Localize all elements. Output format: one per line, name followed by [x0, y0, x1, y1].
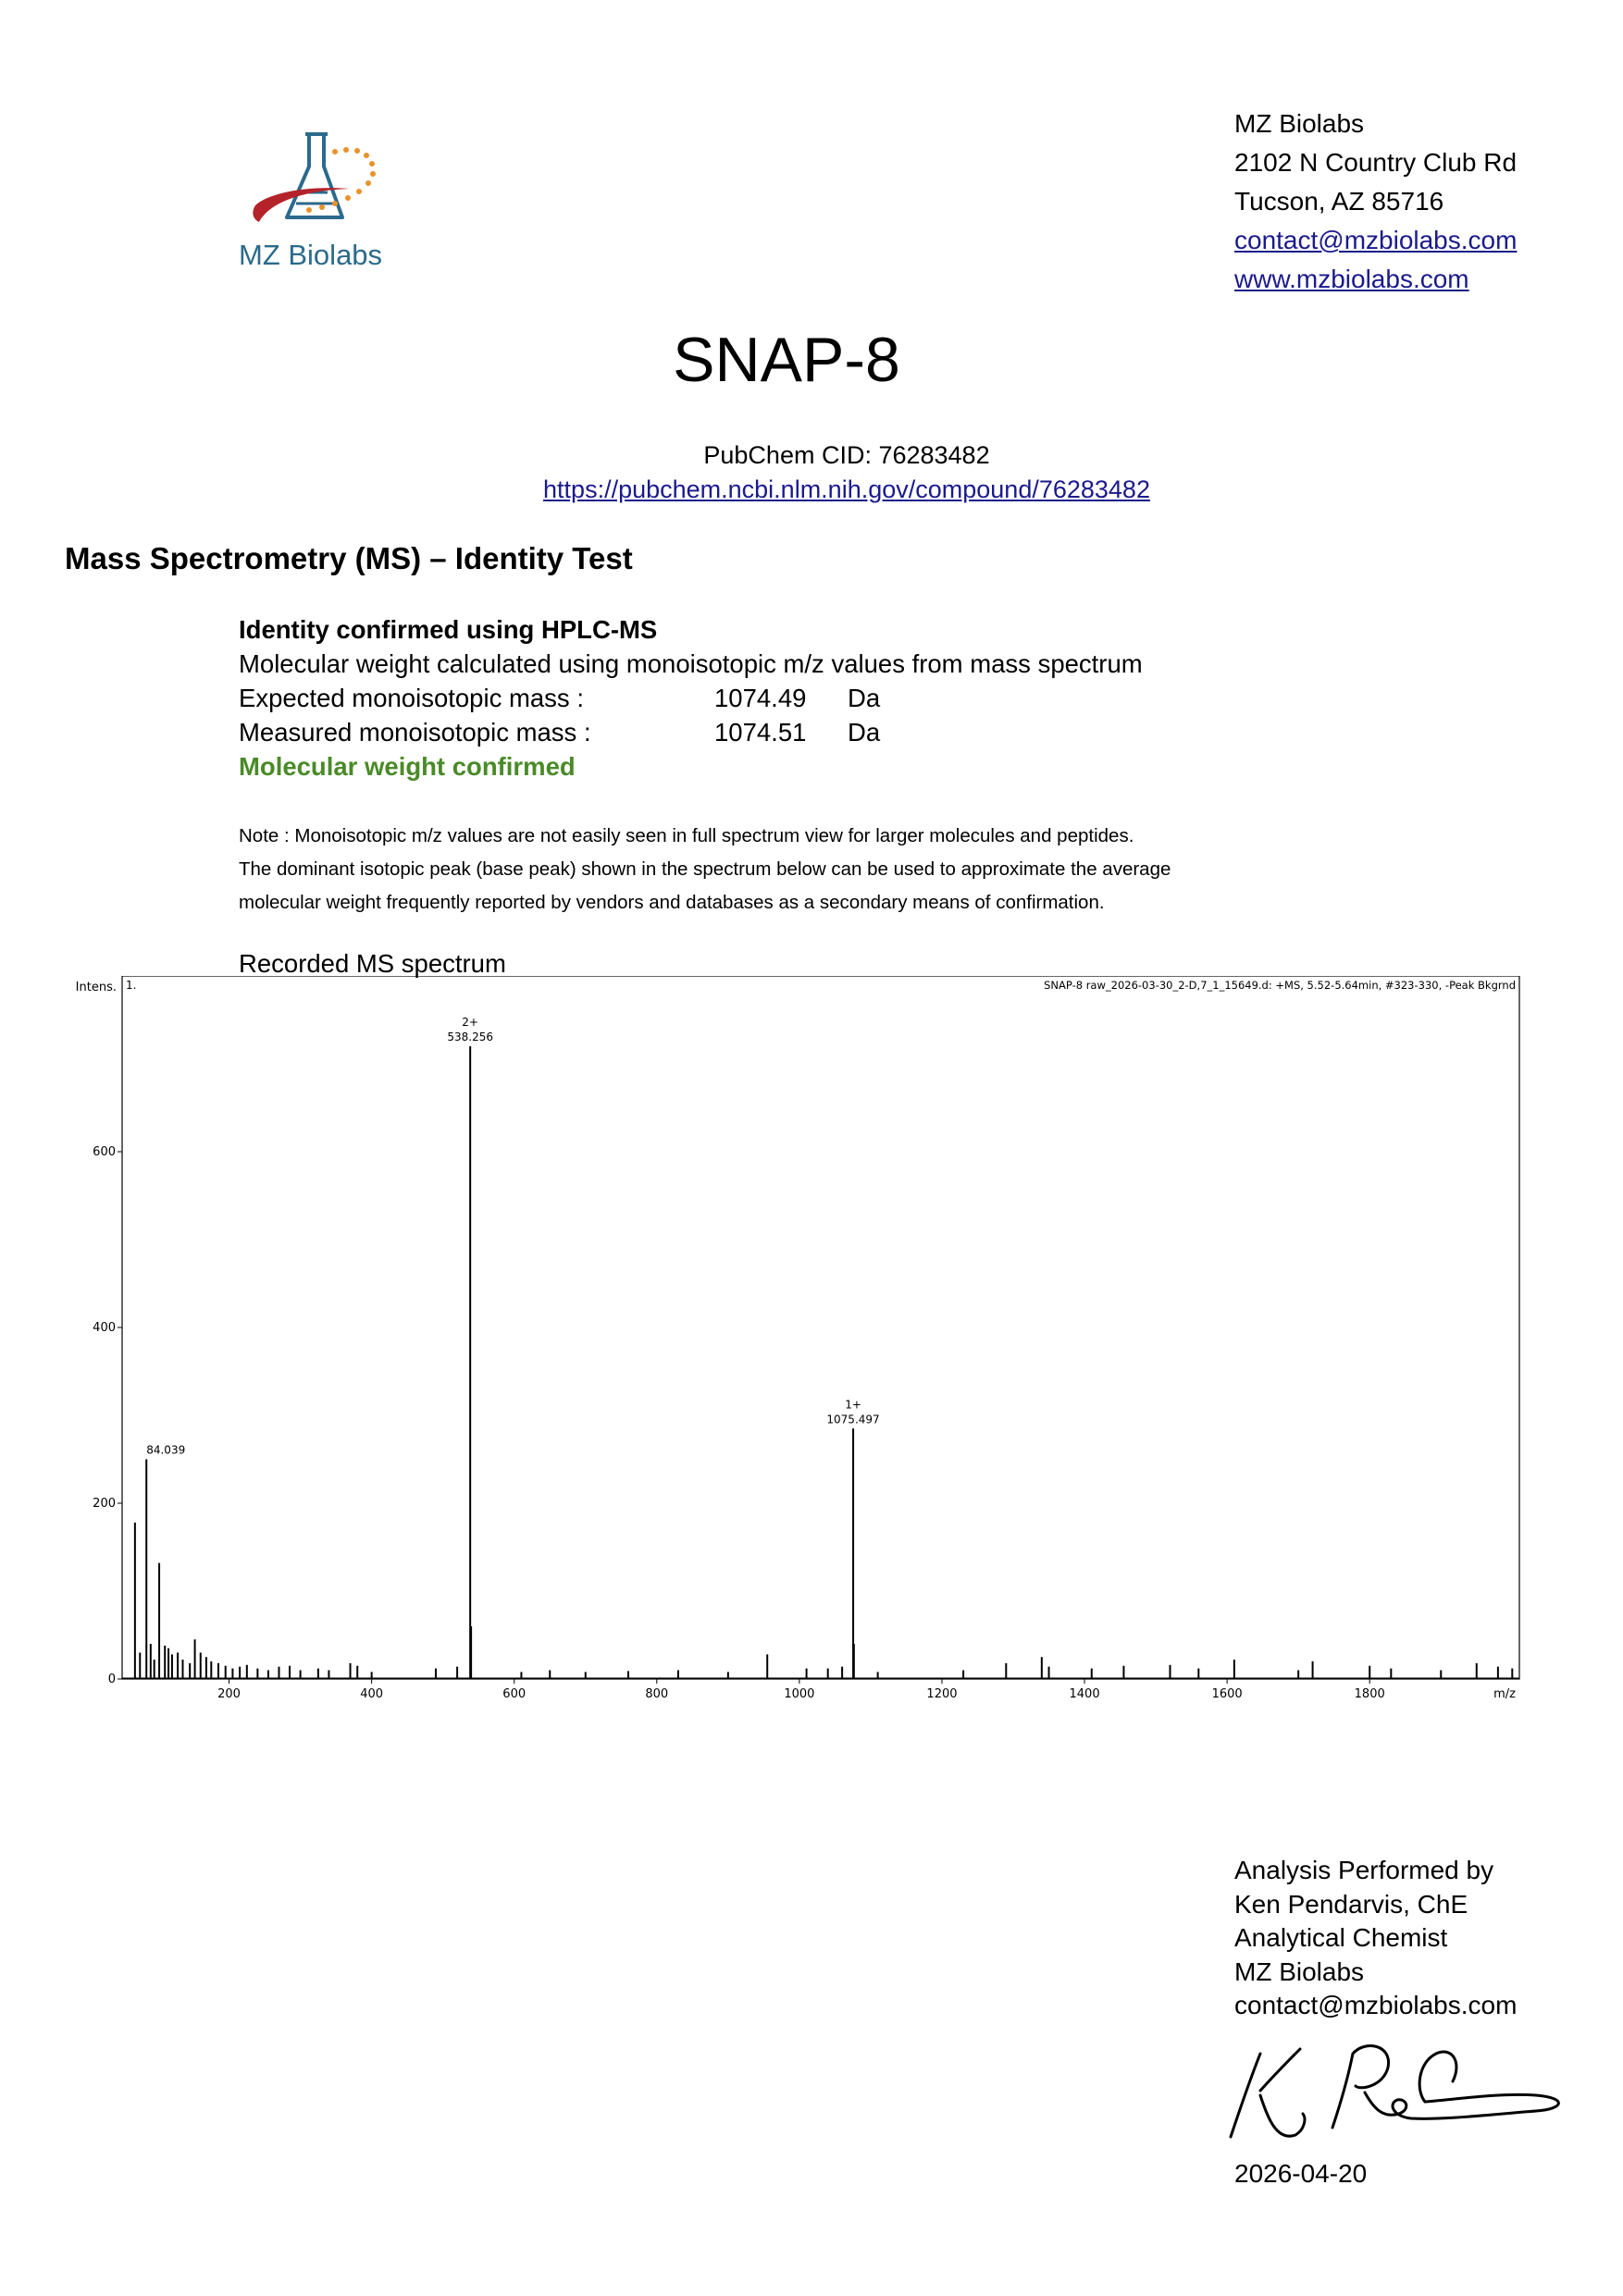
- x-tick-label: 1800: [1354, 1687, 1385, 1701]
- signature-block: [1234, 1854, 1517, 2023]
- pubchem-info: [0, 438, 1623, 507]
- plot-frame: [122, 976, 1519, 1679]
- expected-label: Expected monoisotopic mass :: [239, 684, 584, 712]
- panel-label: 1.: [126, 979, 137, 992]
- measured-mass-row: [239, 715, 1143, 749]
- y-tick-label: 200: [93, 1497, 116, 1511]
- measured-label: Measured monoisotopic mass :: [239, 718, 591, 747]
- ms-spectrum-chart: [65, 976, 1527, 1716]
- x-tick-label: 200: [217, 1687, 241, 1701]
- pubchem-link[interactable]: https://pubchem.ncbi.nlm.nih.gov/compound/76283482: [543, 475, 1150, 503]
- y-tick-label: 400: [93, 1321, 116, 1335]
- address-line: 2102 N Country Club Rd: [1234, 148, 1518, 177]
- note-line: Note : Monoisotopic m/z values are not easily seen in full spectrum view for larger molecules and peptides.: [239, 825, 1134, 846]
- spectrum-caption: Recorded MS spectrum: [239, 949, 506, 978]
- peak-label-mz: 84.039: [146, 1443, 186, 1457]
- expected-mass-row: [239, 681, 1143, 715]
- signature-line: Analytical Chemist: [1234, 1923, 1448, 1952]
- x-axis-label: m/z: [1493, 1687, 1516, 1701]
- peak-label-charge: 2+: [462, 1016, 479, 1029]
- peak-label-mz: 1075.497: [826, 1413, 880, 1426]
- method-line: Molecular weight calculated using monoisotopic m/z values from mass spectrum: [239, 649, 1143, 678]
- signature-line: MZ Biolabs: [1234, 1957, 1365, 1986]
- peak-label-mz: 538.256: [447, 1031, 493, 1043]
- x-tick-label: 600: [502, 1687, 527, 1701]
- note-line: The dominant isotopic peak (base peak) shown in the spectrum below can be used to approximate the average: [239, 858, 1171, 880]
- signature-line: Ken Pendarvis, ChE: [1234, 1889, 1468, 1919]
- x-tick-label: 1600: [1211, 1687, 1243, 1701]
- x-tick-label: 1200: [926, 1687, 958, 1701]
- peak-label-charge: 1+: [845, 1398, 861, 1412]
- x-tick-label: 800: [645, 1687, 669, 1701]
- result-confirmed: Molecular weight confirmed: [239, 752, 576, 781]
- expected-value: 1074.49: [714, 684, 807, 712]
- chart-title: SNAP-8 raw_2026-03-30_2-D,7_1_15649.d: +MS, 5.52-5.64min, #323-330, -Peak Bkgrnd: [1044, 979, 1516, 992]
- expected-unit: Da: [848, 684, 881, 712]
- y-axis-label: Intens.: [75, 981, 117, 994]
- note-line: molecular weight frequently reported by vendors and databases as a secondary means of confirmation.: [239, 892, 1105, 913]
- email-link[interactable]: contact@mzbiolabs.com: [1234, 226, 1518, 254]
- y-tick-label: 600: [93, 1145, 116, 1159]
- pubchem-cid: PubChem CID: 76283482: [703, 441, 990, 469]
- note-paragraph: [239, 820, 1171, 920]
- identity-heading: Identity confirmed using HPLC-MS: [239, 615, 658, 644]
- measured-unit: Da: [848, 718, 881, 747]
- section-heading: Mass Spectrometry (MS) – Identity Test: [65, 541, 633, 575]
- y-tick-label: 0: [107, 1673, 116, 1686]
- address-line: MZ Biolabs: [1234, 109, 1365, 138]
- signature-line: contact@mzbiolabs.com: [1234, 1991, 1518, 2019]
- company-address: [1234, 105, 1517, 299]
- x-tick-label: 1400: [1069, 1687, 1100, 1701]
- compound-title: SNAP-8: [673, 325, 900, 395]
- signature-line: Analysis Performed by: [1234, 1856, 1494, 1884]
- measured-value: 1074.51: [714, 718, 807, 747]
- handwritten-signature: [1203, 2026, 1582, 2155]
- x-tick-label: 400: [360, 1687, 384, 1701]
- website-link[interactable]: www.mzbiolabs.com: [1234, 265, 1469, 293]
- identity-results: [239, 612, 1143, 784]
- signature-date: 2026-04-20: [1234, 2159, 1368, 2188]
- logo-text: MZ Biolabs: [239, 239, 383, 271]
- x-tick-label: 1000: [784, 1687, 815, 1701]
- address-line: Tucson, AZ 85716: [1234, 187, 1444, 216]
